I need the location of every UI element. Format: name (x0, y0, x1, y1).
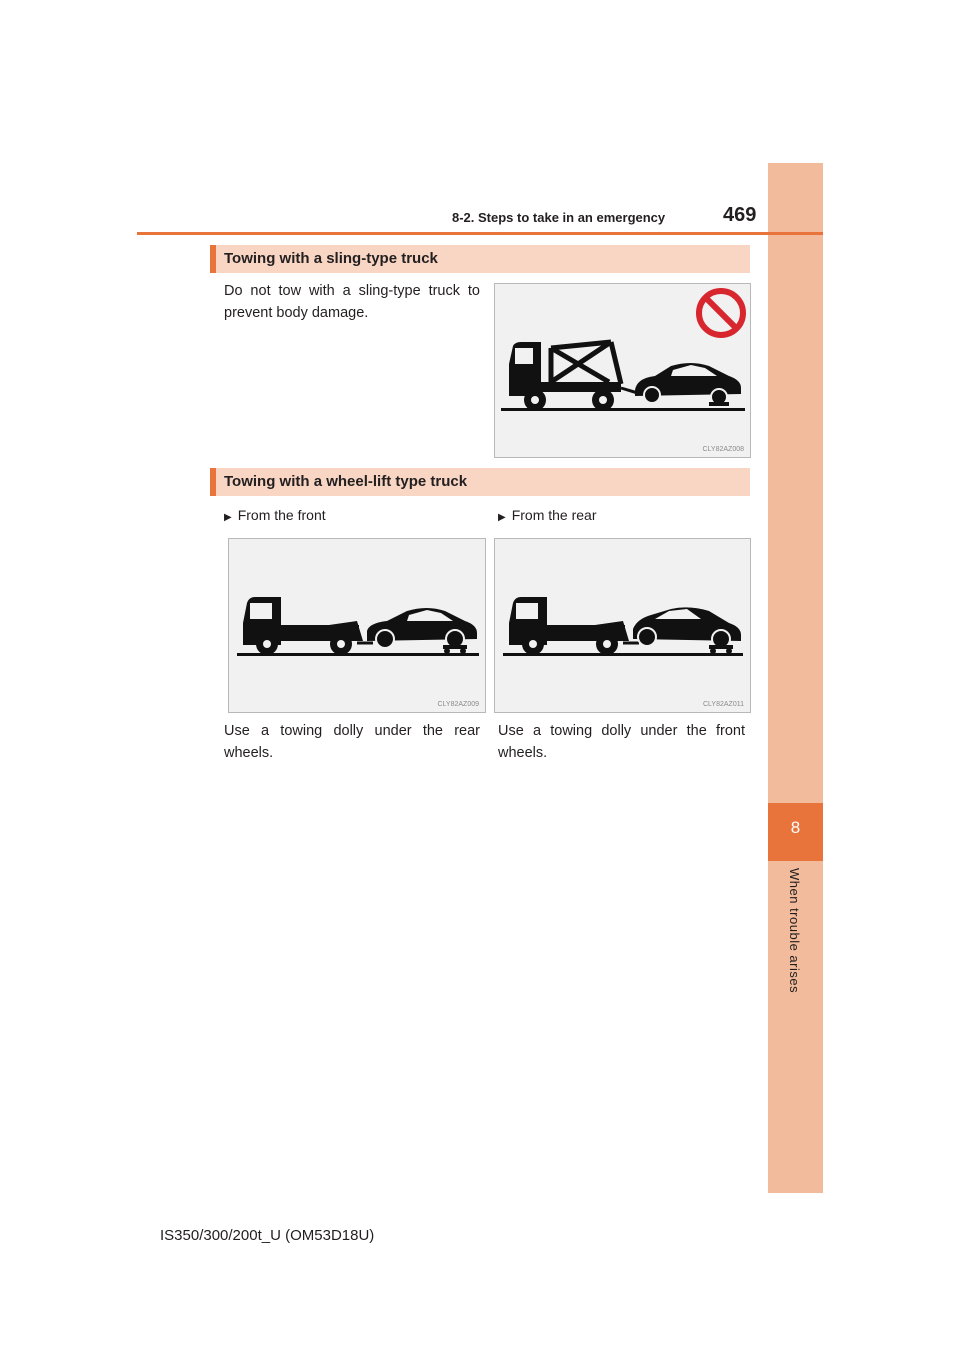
side-tab (768, 163, 823, 1193)
front-tow-instruction: Use a towing dolly under the rear wheels. (224, 723, 480, 761)
sling-warning-text: Do not tow with a sling-type truck to prevent body damage. (224, 283, 480, 321)
triangle-right-icon: ▶ (224, 512, 232, 523)
header-section-title: 8-2. Steps to take in an emergency (452, 210, 666, 225)
wheel-lift-front-illustration (229, 539, 485, 712)
figure-code: CLY82AZ011 (703, 701, 744, 708)
wheel-lift-rear-illustration (495, 539, 750, 712)
sling-truck-figure (494, 283, 751, 458)
bullet-label: From the rear (511, 507, 597, 523)
section-heading-wheel-lift (210, 468, 750, 496)
prohibited-icon (699, 291, 743, 335)
section-heading-sling (210, 245, 750, 273)
rear-tow-instruction: Use a towing dolly under the front wheels. (498, 723, 745, 761)
wheel-lift-rear-figure (494, 538, 751, 713)
sling-truck-illustration (495, 284, 750, 457)
header-rule (137, 232, 823, 235)
footer-model: IS350/300/200t_U (OM53D18U) (160, 1227, 375, 1244)
section-title: Towing with a sling-type truck (224, 250, 438, 267)
bullet-label: From the front (237, 507, 326, 523)
wheel-lift-front-figure (228, 538, 486, 713)
figure-code: CLY82AZ009 (437, 701, 479, 708)
section-accent (210, 245, 216, 273)
section-accent (210, 468, 216, 496)
chapter-number: 8 (790, 818, 801, 837)
bullet-from-front (224, 507, 326, 523)
page-number: 469 (723, 204, 757, 226)
figure-code: CLY82AZ008 (702, 446, 744, 453)
section-title: Towing with a wheel-lift type truck (224, 473, 468, 490)
bullet-from-rear (498, 507, 597, 523)
chapter-title: When trouble arises (787, 868, 802, 994)
triangle-right-icon: ▶ (498, 512, 506, 523)
